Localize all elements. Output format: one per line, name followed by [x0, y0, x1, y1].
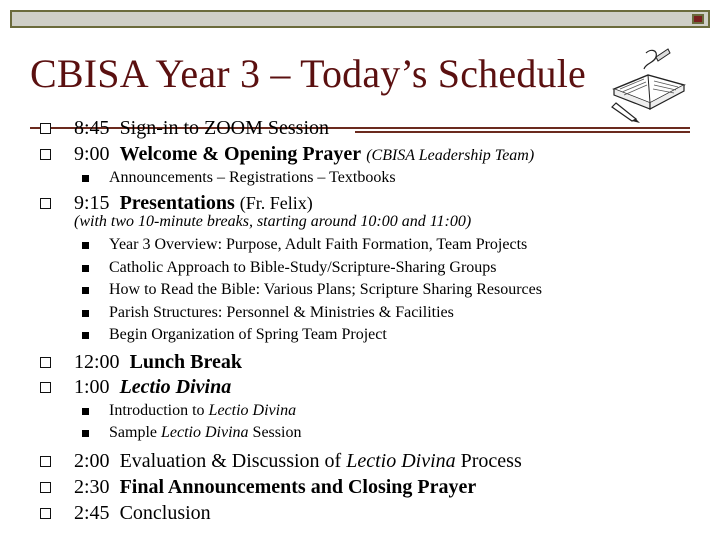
sub-item: Introduction to Lectio Divina: [109, 402, 297, 419]
open-bible-with-pen-icon: [606, 45, 690, 125]
bullet-icon: [40, 382, 51, 393]
sub-item: Catholic Approach to Bible-Study/Scripture-Sharing Groups: [109, 259, 497, 276]
bullet-icon: [40, 149, 51, 160]
schedule-item-0200: 2:00 Evaluation & Discussion of Lectio Divina Process: [74, 450, 522, 472]
sub-item: Year 3 Overview: Purpose, Adult Faith Formation, Team Projects: [109, 236, 528, 253]
schedule-item-0845: 8:45 Sign-in to ZOOM Session: [74, 117, 330, 139]
sub-bullet-icon: [82, 332, 89, 339]
sub-bullet-icon: [82, 287, 89, 294]
sub-item: How to Read the Bible: Various Plans; Scripture Sharing Resources: [109, 281, 542, 298]
page-title: CBISA Year 3 – Today’s Schedule: [30, 51, 587, 96]
schedule-item-1200: 12:00 Lunch Break: [74, 351, 243, 373]
sub-item: Sample Lectio Divina Session: [109, 424, 302, 441]
schedule-item-0230: 2:30 Final Announcements and Closing Prayer: [74, 476, 477, 498]
sub-bullet-icon: [82, 265, 89, 272]
sub-bullet-icon: [82, 175, 89, 182]
schedule-item-0245: 2:45 Conclusion: [74, 502, 211, 524]
presentations-note: (with two 10-minute breaks, starting around 10:00 and 11:00): [74, 213, 472, 230]
sub-item: Parish Structures: Personnel & Ministries & Facilities: [109, 304, 454, 321]
bullet-icon: [40, 456, 51, 467]
schedule-item-0915: 9:15 Presentations (Fr. Felix): [74, 192, 313, 214]
sub-item: Announcements – Registrations – Textbooks: [109, 169, 396, 186]
window-top-bar: [10, 10, 710, 28]
bullet-icon: [40, 198, 51, 209]
schedule-item-0100: 1:00 Lectio Divina: [74, 376, 232, 398]
sub-item: Begin Organization of Spring Team Project: [109, 326, 387, 343]
bullet-icon: [40, 123, 51, 134]
bullet-icon: [40, 508, 51, 519]
close-box-icon[interactable]: [692, 14, 704, 24]
bullet-icon: [40, 482, 51, 493]
schedule-item-0900: 9:00 Welcome & Opening Prayer (CBISA Leadership Team): [74, 143, 535, 165]
bullet-icon: [40, 357, 51, 368]
sub-bullet-icon: [82, 408, 89, 415]
sub-bullet-icon: [82, 310, 89, 317]
sub-bullet-icon: [82, 430, 89, 437]
item-underline: [355, 131, 690, 133]
sub-bullet-icon: [82, 242, 89, 249]
